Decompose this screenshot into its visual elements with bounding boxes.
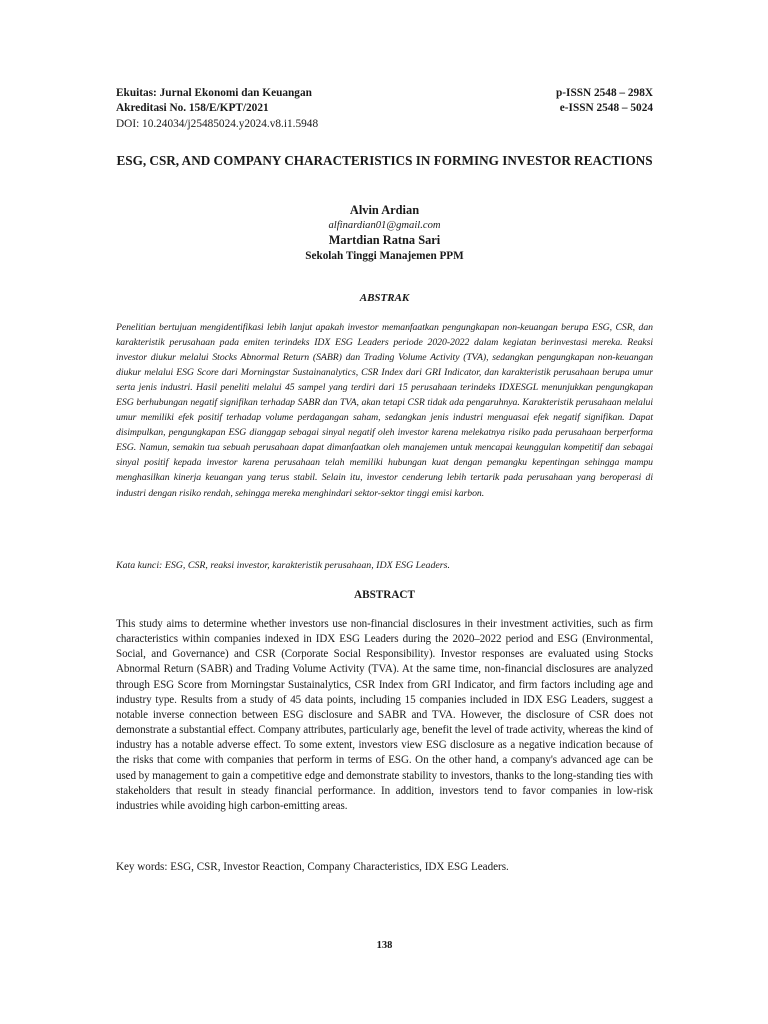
- abstract-body: This study aims to determine whether investors use non-financial disclosures in their investment activities, such as firm characteristics within companies indexed in IDX ESG Leaders during the 2020–2022 period and ESG (Environmental, Social, and Governance) and CSR (Corporate Social Responsibility). Investor responses are evaluated using Stocks Abnormal Return (SABR) and Trading Volume Activity (TVA). At the same time, non-financial disclosures are analyzed through ESG Score from Morningstar Sustainalytics, CSR Index from GRI Indicator, and firm factors including age and industry type. Results from a study of 45 data points, including 15 companies included in IDX ESG Leaders, suggest a notable inverse connection between ESG disclosure and SABR and TVA. However, the disclosure of CSR does not demonstrate a substantial effect. Company attributes, particularly age, benefit the level of trade activity, whereas the kind of industry has a notable adverse effect. To some extent, investors view ESG disclosure as a negative indication because of the risks that come with companies that perform in terms of ESG. On the other hand, a company's advanced age can be used by management to gain a competitive edge and demonstrate stability to investors, thanks to the long-standing ties with stakeholders that result in steady financial performance. In addition, investors tend to favor companies in low-risk industries while avoiding high carbon-emitting areas.: [116, 618, 653, 812]
- abstrak-keywords: Kata kunci: ESG, CSR, reaksi investor, karakteristik perusahaan, IDX ESG Leaders.: [116, 560, 450, 571]
- abstract-keywords: Key words: ESG, CSR, Investor Reaction, Company Characteristics, IDX ESG Leaders.: [116, 861, 509, 873]
- journal-issn: [556, 86, 653, 117]
- journal-doi: DOI: 10.24034/j25485024.y2024.v8.i1.5948: [116, 117, 319, 130]
- abstrak-body: Penelitian bertujuan mengidentifikasi lebih lanjut apakah investor memanfaatkan pengungkapan non-keuangan berupa ESG, CSR, dan karakteristik perusahaan pada emiten terindeks IDX ESG Leaders periode 2020-2022 dalam kegiatan berinvestasi mereka. Reaksi investor diukur melalui Stocks Abnormal Return (SABR) dan Trading Volume Activity (TVA), sedangkan pengungkapan non-keuangan diukur melalui ESG Score dari Morningstar Sustainanalytics, CSR Index dari GRI Indicator, dan karakteristik perusahaan berupa umur serta jenis industri. Hasil peneliti melalui 45 sampel yang terdiri dari 15 perusahaan terindeks IDXESGL menunjukkan pengungkapan ESG berhubungan negatif signifikan terhadap SABR dan TVA, akan tetapi CSR tidak ada pengaruhnya. Karakteristik perusahaan melalui umur memiliki efek positif terhadap volume perdagangan saham, sedangkan jenis industri menguasai efek negatif signifikan. Dapat disimpulkan, pengungkapan ESG dianggap sebagai sinyal negatif oleh investor karena melekatnya risiko pada perusahaan berperforma ESG. Namun, semakin tua sebuah perusahaan dapat dimanfaatkan oleh manajemen untuk mencapai keunggulan kompetitif dan sebagai sinyal positif kepada investor karena perusahaan telah memiliki hubungan kuat dengan pemangku kepentingan sehingga mampu menghasilkan kinerja keuangan yang terus stabil. Selain itu, investor cenderung lebih tertarik pada perusahaan yang beroperasi di industri dengan risiko rendah, sehingga mereka menghindari sektor-sektor tinggi emisi karbon.: [116, 322, 653, 499]
- e-issn: e-ISSN 2548 – 5024: [559, 102, 653, 115]
- page-number: 138: [376, 940, 393, 951]
- first-author-name: Alvin Ardian: [349, 203, 420, 217]
- p-issn: p-ISSN 2548 – 298X: [556, 87, 653, 99]
- journal-accreditation: Akreditasi No. 158/E/KPT/2021: [116, 102, 269, 115]
- paper-title: ESG, CSR, AND COMPANY CHARACTERISTICS IN FORMING INVESTOR REACTIONS: [116, 153, 653, 168]
- author-affiliation: Sekolah Tinggi Manajemen PPM: [305, 249, 464, 262]
- author-email: alfinardian01@gmail.com: [328, 219, 441, 231]
- abstract-heading: ABSTRACT: [354, 589, 415, 601]
- abstrak-heading: ABSTRAK: [359, 292, 410, 304]
- author-block: [116, 203, 653, 264]
- journal-name: Ekuitas: Jurnal Ekonomi dan Keuangan: [116, 87, 312, 99]
- journal-info: [116, 86, 318, 132]
- second-author-name: Martdian Ratna Sari: [328, 232, 441, 247]
- paper-page: [116, 0, 653, 1024]
